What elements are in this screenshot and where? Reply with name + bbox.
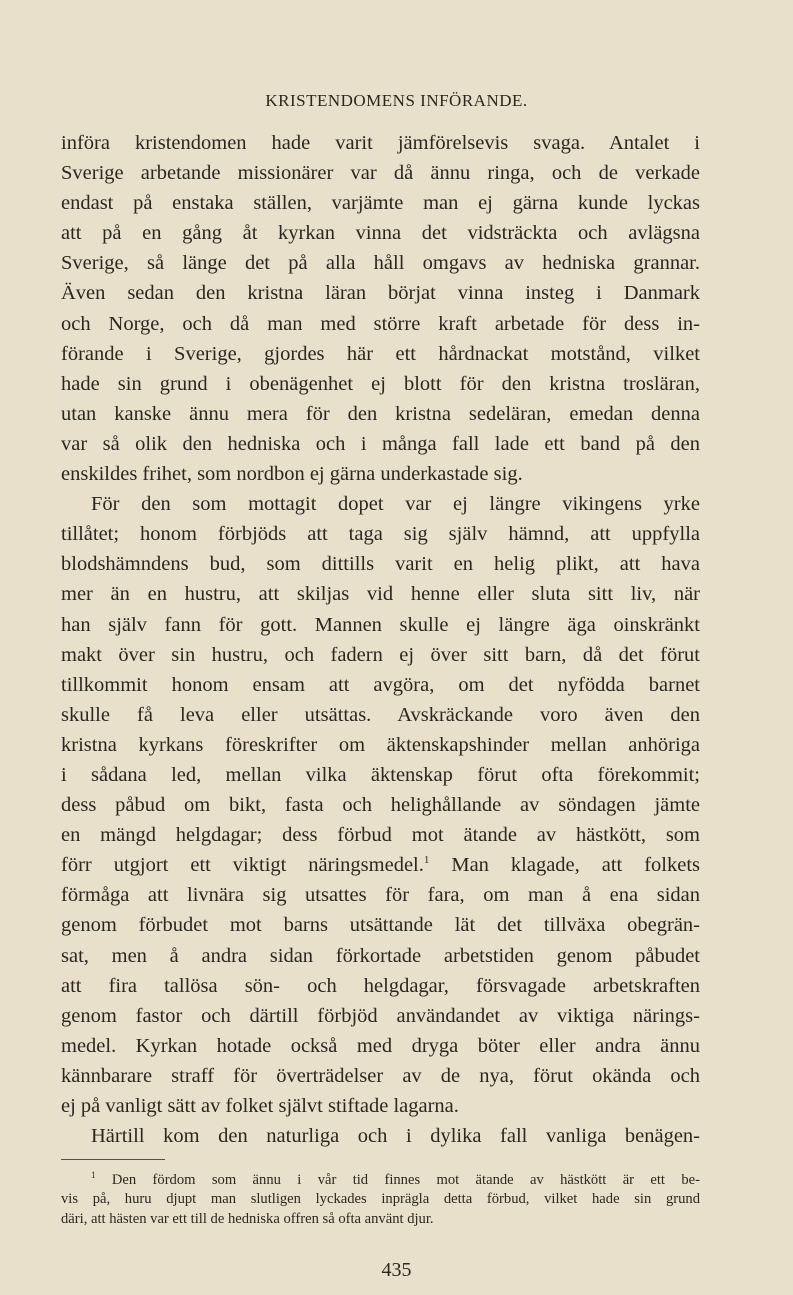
- body-line: att fira tallösa sön- och helgdagar, försvagade arbetskraften: [61, 974, 700, 997]
- body-line: hade sin grund i obenägenhet ej blott för den kristna trosläran,: [61, 372, 700, 395]
- body-line: införa kristendomen hade varit jämförelsevis svaga. Antalet i: [61, 132, 700, 154]
- body-line: kristna kyrkans föreskrifter om äktenskapshinder mellan anhöriga: [61, 733, 700, 756]
- body-line: medel. Kyrkan hotade också med dryga böter eller andra ännu: [61, 1034, 700, 1057]
- footnote: [61, 1171, 700, 1229]
- body-line: och Norge, och då man med större kraft arbetade för dess in-: [61, 312, 700, 335]
- body-line-tail: Man klagade, att folkets: [429, 854, 700, 877]
- body-line-with-note: [61, 850, 700, 880]
- body-line: förmåga att livnära sig utsattes för fara, om man å ena sidan: [61, 884, 700, 907]
- body-line: Härtill kom den naturliga och i dylika fall vanliga benägen-: [91, 1125, 700, 1148]
- body-line: Sverige arbetande missionärer var då ännu ringa, och de verkade: [61, 162, 700, 185]
- footnote-reference[interactable]: 1: [423, 854, 430, 867]
- body-line: kännbarare straff för överträdelser av de nya, förut okända och: [61, 1064, 700, 1087]
- body-line: utan kanske ännu mera för den kristna sedeläran, emedan denna: [61, 402, 700, 425]
- body-line: var så olik den hedniska och i många fall lade ett band på den: [61, 432, 700, 455]
- body-line: genom fastor och därtill förbjöd användandet av viktiga närings-: [61, 1004, 700, 1027]
- body-line: För den som mottagit dopet var ej längre vikingens yrke: [91, 493, 700, 516]
- body-line: en mängd helgdagar; dess förbud mot ätande av hästkött, som: [61, 824, 700, 847]
- body-line: Sverige, så länge det på alla håll omgavs av hedniska grannar.: [61, 252, 700, 275]
- body-line-head: förr utgjort ett viktigt näringsmedel.: [61, 854, 424, 877]
- body-line: sat, men å andra sidan förkortade arbetstiden genom påbudet: [61, 944, 700, 967]
- body-line: tillåtet; honom förbjöds att taga sig själv hämnd, att uppfylla: [61, 523, 700, 546]
- body-line: i sådana led, mellan vilka äktenskap förut ofta förekommit;: [61, 763, 700, 786]
- footnote-mark: 1: [91, 1170, 96, 1180]
- body-line: mer än en hustru, att skiljas vid henne eller sluta sitt liv, när: [61, 583, 700, 606]
- body-line: Även sedan den kristna läran börjat vinna insteg i Danmark: [61, 282, 700, 305]
- footnote-line: vis på, huru djupt man slutligen lyckades inprägla detta förbud, vilket hade sin grund: [61, 1191, 700, 1208]
- body-line: makt över sin hustru, och fadern ej över sitt barn, då det förut: [61, 643, 700, 666]
- body-line: han själv fann för gott. Mannen skulle ej längre äga oinskränkt: [61, 613, 700, 636]
- body-line: genom förbudet mot barns utsättande lät det tillväxa obegrän-: [61, 914, 700, 937]
- footnote-line: [61, 1171, 700, 1190]
- body-line: att på en gång åt kyrkan vinna det vidsträckta och avlägsna: [61, 222, 700, 245]
- footnote-rule: [61, 1159, 165, 1160]
- running-head: KRISTENDOMENS INFÖRANDE.: [265, 91, 528, 110]
- body-line: endast på enstaka ställen, varjämte man ej gärna kunde lyckas: [61, 192, 700, 215]
- body-line: skulle få leva eller utsättas. Avskräckande voro även den: [61, 703, 700, 726]
- body-line: förande i Sverige, gjordes här ett hårdnackat motstånd, vilket: [61, 342, 700, 365]
- page-number: 435: [381, 1259, 412, 1281]
- body-text: [61, 128, 700, 1151]
- footnote-line: däri, att hästen var ett till de hedniska offren så ofta använt djur.: [61, 1210, 434, 1227]
- body-line: dess påbud om bikt, fasta och helighållande av söndagen jämte: [61, 794, 700, 817]
- body-line: tillkommit honom ensam att avgöra, om det nyfödda barnet: [61, 673, 700, 696]
- footnote-line-text: Den fördom som ännu i vår tid finnes mot ätande av hästkött är ett be-: [95, 1172, 700, 1188]
- body-line: blodshämndens bud, som dittills varit en helig plikt, att hava: [61, 553, 700, 576]
- body-line: ej på vanligt sätt av folket självt stiftade lagarna.: [61, 1095, 459, 1117]
- body-line: enskildes frihet, som nordbon ej gärna underkastade sig.: [61, 463, 523, 486]
